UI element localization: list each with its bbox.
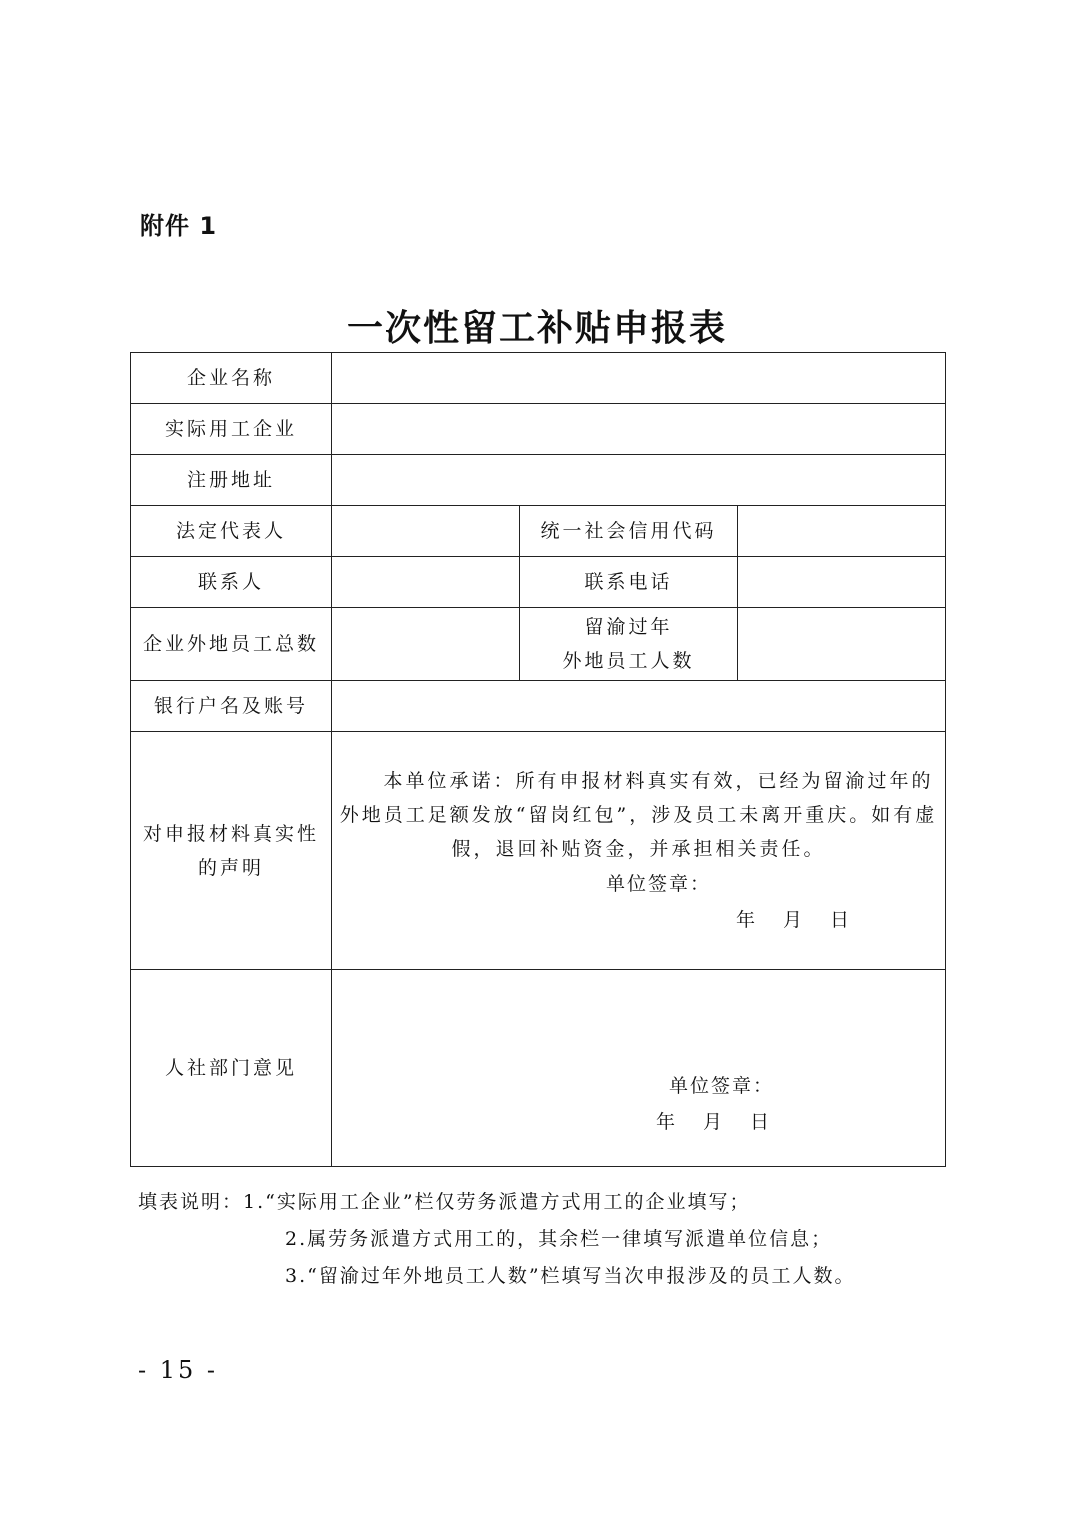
form-notes	[138, 1184, 856, 1295]
declaration-cell	[332, 732, 946, 970]
page-number: - 15 -	[138, 1356, 219, 1384]
credit-code-field[interactable]	[738, 506, 946, 557]
date-month: 月	[703, 1111, 725, 1133]
table-row	[131, 353, 946, 404]
date-year: 年	[656, 1111, 678, 1133]
bank-field[interactable]	[332, 681, 946, 732]
stayed-employees-label-line2: 外地员工人数	[562, 650, 695, 672]
company-name-label: 企业名称	[131, 353, 332, 404]
contact-phone-label: 联系电话	[520, 557, 738, 608]
stayed-employees-label	[520, 608, 738, 681]
opinion-seal-label: 单位签章：	[669, 1075, 775, 1097]
table-row	[131, 970, 946, 1167]
declaration-text: 本单位承诺：所有申报材料真实有效，已经为留渝过年的外地员工足额发放“留岗红包”，涉及员工未离开重庆。如有虚假，退回补贴资金，并承担相关责任。	[339, 769, 938, 860]
total-nonlocal-field[interactable]	[332, 608, 520, 681]
table-row	[131, 681, 946, 732]
stayed-employees-label-line1: 留渝过年	[584, 616, 673, 638]
table-row	[131, 455, 946, 506]
opinion-cell[interactable]	[332, 970, 946, 1167]
table-row	[131, 404, 946, 455]
declaration-label: 对申报材料真实性的声明	[131, 732, 332, 970]
stayed-employees-field[interactable]	[738, 608, 946, 681]
note-line-1: 填表说明：1.“实际用工企业”栏仅劳务派遣方式用工的企业填写；	[138, 1191, 751, 1213]
registered-address-label: 注册地址	[131, 455, 332, 506]
credit-code-label: 统一社会信用代码	[520, 506, 738, 557]
date-month: 月	[783, 908, 805, 931]
declaration-date	[336, 902, 941, 938]
actual-employer-label: 实际用工企业	[131, 404, 332, 455]
table-row	[131, 732, 946, 970]
table-row	[131, 608, 946, 681]
company-name-field[interactable]	[332, 353, 946, 404]
declaration-seal-label: 单位签章：	[606, 872, 712, 895]
table-row	[131, 506, 946, 557]
actual-employer-field[interactable]	[332, 404, 946, 455]
total-nonlocal-label: 企业外地员工总数	[131, 608, 332, 681]
form-title: 一次性留工补贴申报表	[346, 308, 727, 349]
legal-rep-field[interactable]	[332, 506, 520, 557]
note-line-3: 3.“留渝过年外地员工人数”栏填写当次申报涉及的员工人数。	[285, 1265, 856, 1287]
contact-phone-field[interactable]	[738, 557, 946, 608]
attachment-label: 附件 1	[140, 212, 218, 240]
registered-address-field[interactable]	[332, 455, 946, 506]
date-year: 年	[736, 908, 758, 931]
bank-label: 银行户名及账号	[131, 681, 332, 732]
date-day: 日	[750, 1111, 772, 1133]
date-day: 日	[830, 908, 852, 931]
contact-label: 联系人	[131, 557, 332, 608]
legal-rep-label: 法定代表人	[131, 506, 332, 557]
opinion-label: 人社部门意见	[131, 970, 332, 1167]
subsidy-application-table	[130, 352, 946, 1167]
note-line-2: 2.属劳务派遣方式用工的，其余栏一律填写派遣单位信息；	[285, 1228, 833, 1250]
table-row	[131, 557, 946, 608]
opinion-date	[336, 1104, 941, 1140]
contact-field[interactable]	[332, 557, 520, 608]
